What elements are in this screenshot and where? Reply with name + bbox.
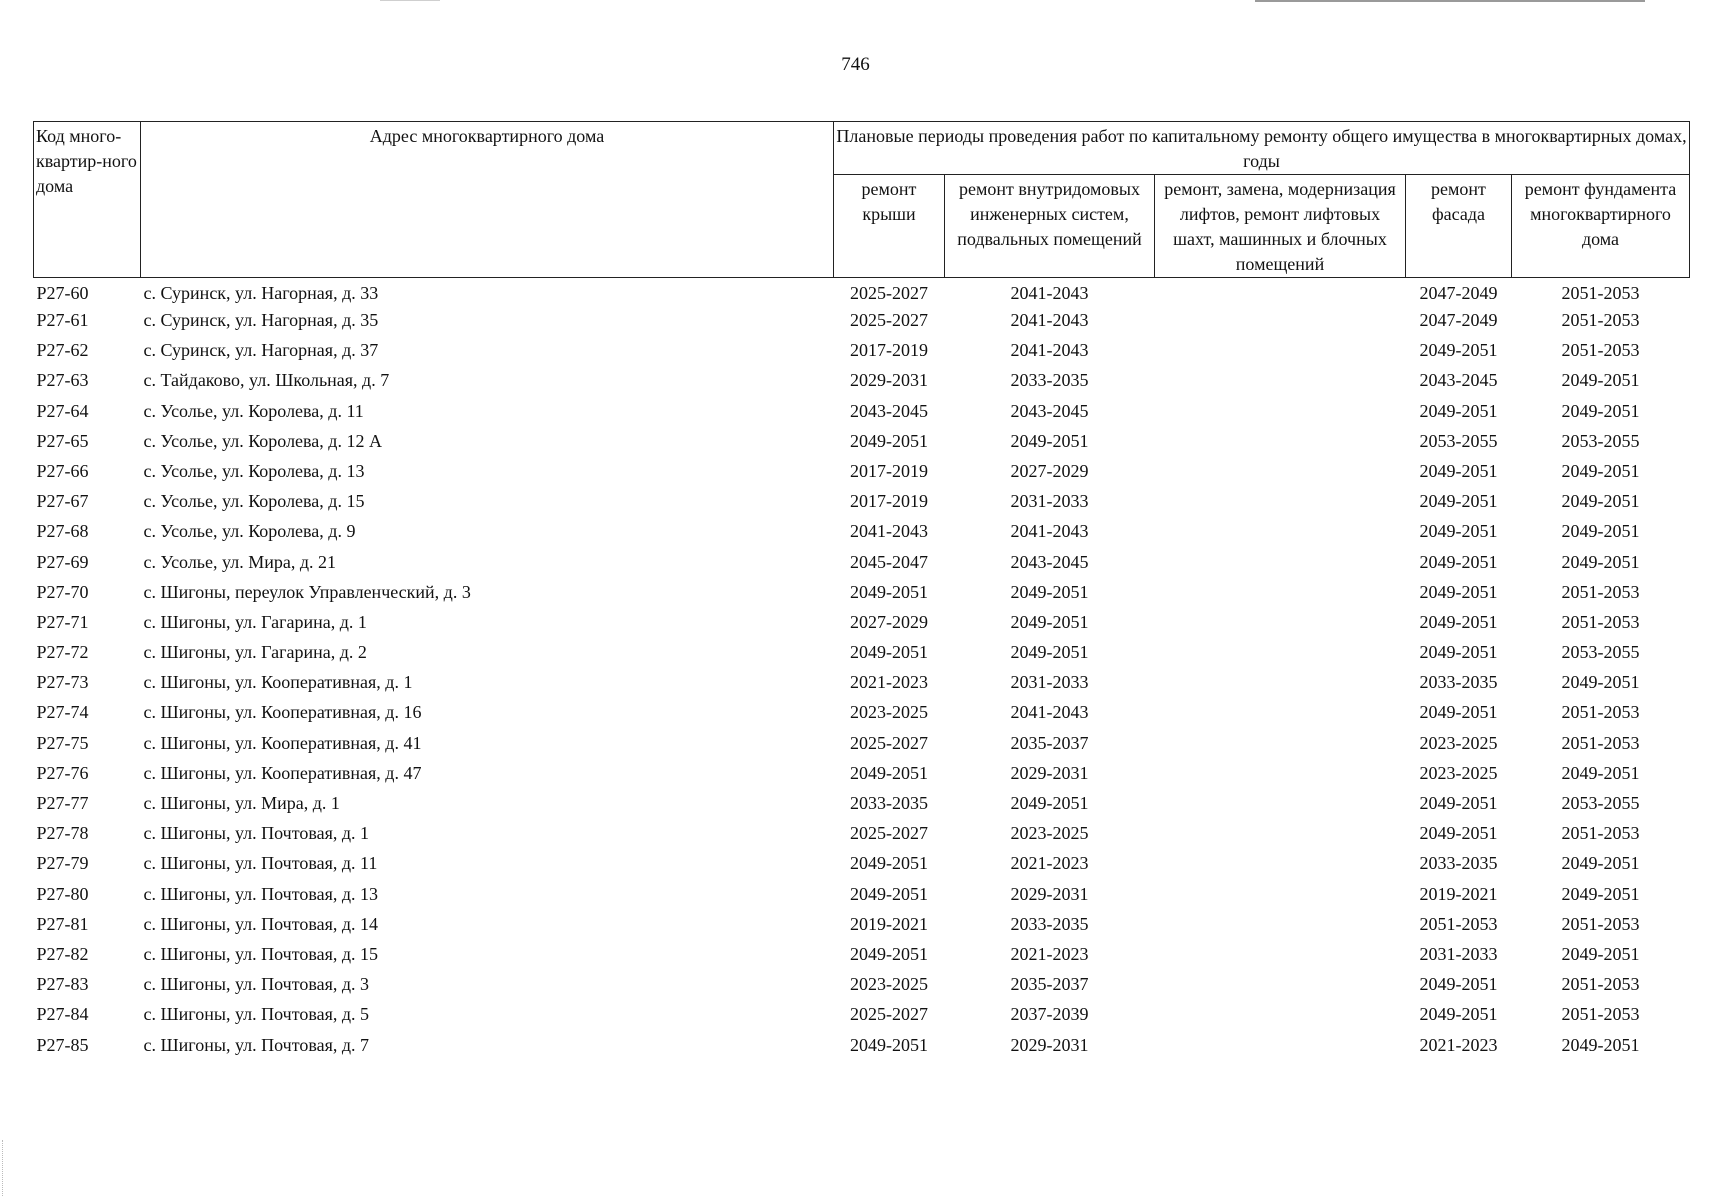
cell-code: Р27-84 xyxy=(36,1004,89,1025)
cell-roof: 2021-2023 xyxy=(850,672,928,693)
cell-address: с. Шигоны, ул. Почтовая, д. 14 xyxy=(143,913,379,934)
table-row xyxy=(34,791,1690,821)
cell-elevators xyxy=(1155,308,1406,338)
cell-roof: 2049-2051 xyxy=(850,853,928,874)
cell-foundation: 2051-2053 xyxy=(1561,283,1640,303)
cell-facade: 2043-2045 xyxy=(1419,370,1498,391)
cell-address: с. Шигоны, ул. Почтовая, д. 15 xyxy=(143,943,379,964)
cell-engineering: 2037-2039 xyxy=(1010,1004,1089,1025)
cell-foundation: 2049-2051 xyxy=(1561,400,1640,421)
repair-schedule-table xyxy=(33,121,1690,1063)
header-elevators: ремонт, замена, модернизация лифтов, ремонт лифтовых шахт, машинных и блочных помещений xyxy=(1155,175,1406,278)
cell-code: Р27-78 xyxy=(36,823,89,844)
table-row xyxy=(34,972,1690,1002)
cell-address: с. Тайдаково, ул. Школьная, д. 7 xyxy=(143,370,390,391)
cell-code: Р27-76 xyxy=(36,762,89,783)
cell-roof: 2025-2027 xyxy=(850,1004,928,1025)
cell-roof: 2033-2035 xyxy=(850,793,928,813)
header-facade: ремонт фасада xyxy=(1406,175,1512,278)
cell-address: с. Шигоны, ул. Кооперативная, д. 41 xyxy=(143,732,422,753)
cell-foundation: 2049-2051 xyxy=(1561,551,1640,572)
cell-code: Р27-60 xyxy=(36,283,89,303)
cell-roof: 2017-2019 xyxy=(850,340,928,361)
cell-facade: 2049-2051 xyxy=(1419,974,1498,995)
table-row xyxy=(34,489,1690,519)
cell-elevators xyxy=(1155,942,1406,972)
cell-address: с. Шигоны, ул. Кооперативная, д. 1 xyxy=(143,672,413,693)
cell-code: Р27-74 xyxy=(36,702,89,723)
cell-facade: 2049-2051 xyxy=(1419,551,1498,572)
cell-code: Р27-79 xyxy=(36,853,89,874)
cell-facade: 2049-2051 xyxy=(1419,642,1498,663)
cell-facade: 2023-2025 xyxy=(1419,732,1498,753)
cell-elevators xyxy=(1155,1033,1406,1063)
cell-engineering: 2033-2035 xyxy=(1010,370,1089,391)
cell-engineering: 2021-2023 xyxy=(1010,943,1089,964)
cell-foundation: 2049-2051 xyxy=(1561,491,1640,512)
header-roof: ремонт крыши xyxy=(834,175,945,278)
header-address: Адрес многоквартирного дома xyxy=(141,122,834,278)
cell-code: Р27-69 xyxy=(36,551,89,572)
cell-foundation: 2051-2053 xyxy=(1561,310,1640,330)
cell-address: с. Шигоны, ул. Почтовая, д. 3 xyxy=(143,974,370,995)
cell-address: с. Усолье, ул. Королева, д. 11 xyxy=(143,400,364,421)
cell-code: Р27-83 xyxy=(36,974,89,995)
cell-foundation: 2051-2053 xyxy=(1561,702,1640,723)
cell-elevators xyxy=(1155,731,1406,761)
cell-engineering: 2043-2045 xyxy=(1010,400,1089,421)
cell-code: Р27-67 xyxy=(36,491,89,512)
cell-roof: 2049-2051 xyxy=(850,943,928,964)
header-foundation: ремонт фундамента многоквартирного дома xyxy=(1512,175,1690,278)
cell-foundation: 2049-2051 xyxy=(1561,460,1640,481)
cell-elevators xyxy=(1155,459,1406,489)
cell-engineering: 2049-2051 xyxy=(1010,611,1089,632)
scan-artifact-line xyxy=(380,0,440,1)
cell-foundation: 2049-2051 xyxy=(1561,853,1640,874)
header-code: Код много-квартир-ного дома xyxy=(34,122,141,278)
header-periods-group: Плановые периоды проведения работ по капитальному ремонту общего имущества в многоквартирных домах, годы xyxy=(834,122,1690,175)
cell-facade: 2047-2049 xyxy=(1419,283,1498,303)
cell-code: Р27-68 xyxy=(36,521,89,542)
cell-code: Р27-61 xyxy=(36,310,89,330)
header-engineering: ремонт внутридомовых инженерных систем, подвальных помещений xyxy=(945,175,1155,278)
cell-code: Р27-71 xyxy=(36,611,89,632)
cell-elevators xyxy=(1155,429,1406,459)
table-row xyxy=(34,338,1690,368)
cell-roof: 2049-2051 xyxy=(850,642,928,663)
cell-engineering: 2049-2051 xyxy=(1010,642,1089,663)
cell-foundation: 2051-2053 xyxy=(1561,340,1640,361)
cell-engineering: 2049-2051 xyxy=(1010,581,1089,602)
cell-elevators xyxy=(1155,550,1406,580)
cell-elevators xyxy=(1155,1002,1406,1032)
table-row xyxy=(34,640,1690,670)
cell-foundation: 2049-2051 xyxy=(1561,762,1640,783)
cell-facade: 2031-2033 xyxy=(1419,943,1498,964)
cell-code: Р27-62 xyxy=(36,340,89,361)
cell-foundation: 2053-2055 xyxy=(1561,793,1640,813)
cell-facade: 2033-2035 xyxy=(1419,672,1498,693)
cell-engineering: 2035-2037 xyxy=(1010,732,1089,753)
cell-roof: 2045-2047 xyxy=(850,551,928,572)
cell-roof: 2049-2051 xyxy=(850,883,928,904)
cell-roof: 2023-2025 xyxy=(850,974,928,995)
cell-engineering: 2049-2051 xyxy=(1010,793,1089,813)
table-row xyxy=(34,731,1690,761)
cell-foundation: 2051-2053 xyxy=(1561,913,1640,934)
cell-engineering: 2023-2025 xyxy=(1010,823,1089,844)
table-row xyxy=(34,399,1690,429)
cell-roof: 2049-2051 xyxy=(850,762,928,783)
cell-address: с. Шигоны, ул. Почтовая, д. 13 xyxy=(143,883,379,904)
cell-elevators xyxy=(1155,912,1406,942)
table-row xyxy=(34,368,1690,398)
cell-engineering: 2027-2029 xyxy=(1010,460,1089,481)
cell-elevators xyxy=(1155,700,1406,730)
cell-address: с. Суринск, ул. Нагорная, д. 35 xyxy=(143,310,379,330)
scan-artifact-dots xyxy=(2,1140,5,1196)
cell-engineering: 2041-2043 xyxy=(1010,310,1089,330)
cell-facade: 2049-2051 xyxy=(1419,491,1498,512)
cell-elevators xyxy=(1155,821,1406,851)
cell-roof: 2041-2043 xyxy=(850,521,928,542)
cell-elevators xyxy=(1155,670,1406,700)
cell-foundation: 2051-2053 xyxy=(1561,611,1640,632)
cell-elevators xyxy=(1155,761,1406,791)
cell-foundation: 2053-2055 xyxy=(1561,430,1640,451)
table-row xyxy=(34,278,1690,309)
cell-address: с. Шигоны, ул. Кооперативная, д. 47 xyxy=(143,762,422,783)
cell-address: с. Усолье, ул. Королева, д. 15 xyxy=(143,491,365,512)
cell-foundation: 2053-2055 xyxy=(1561,642,1640,663)
cell-roof: 2017-2019 xyxy=(850,460,928,481)
cell-facade: 2049-2051 xyxy=(1419,1004,1498,1025)
table-row xyxy=(34,882,1690,912)
cell-foundation: 2051-2053 xyxy=(1561,974,1640,995)
cell-foundation: 2049-2051 xyxy=(1561,370,1640,391)
cell-code: Р27-73 xyxy=(36,672,89,693)
cell-address: с. Суринск, ул. Нагорная, д. 37 xyxy=(143,340,379,361)
cell-engineering: 2041-2043 xyxy=(1010,283,1089,303)
cell-engineering: 2031-2033 xyxy=(1010,491,1089,512)
cell-code: Р27-82 xyxy=(36,943,89,964)
cell-engineering: 2049-2051 xyxy=(1010,430,1089,451)
cell-elevators xyxy=(1155,368,1406,398)
cell-facade: 2051-2053 xyxy=(1419,913,1498,934)
cell-elevators xyxy=(1155,640,1406,670)
cell-facade: 2033-2035 xyxy=(1419,853,1498,874)
cell-address: с. Усолье, ул. Королева, д. 12 А xyxy=(143,430,382,451)
cell-address: с. Шигоны, ул. Кооперативная, д. 16 xyxy=(143,702,422,723)
cell-roof: 2025-2027 xyxy=(850,823,928,844)
cell-facade: 2049-2051 xyxy=(1419,611,1498,632)
cell-facade: 2047-2049 xyxy=(1419,310,1498,330)
cell-address: с. Шигоны, ул. Почтовая, д. 11 xyxy=(143,853,378,874)
cell-roof: 2049-2051 xyxy=(850,1034,928,1055)
cell-foundation: 2049-2051 xyxy=(1561,1034,1640,1055)
scan-artifact-line xyxy=(1255,0,1645,2)
cell-facade: 2049-2051 xyxy=(1419,702,1498,723)
cell-engineering: 2029-2031 xyxy=(1010,883,1089,904)
cell-code: Р27-64 xyxy=(36,400,89,421)
cell-engineering: 2029-2031 xyxy=(1010,1034,1089,1055)
cell-elevators xyxy=(1155,489,1406,519)
table-row xyxy=(34,550,1690,580)
table-row xyxy=(34,610,1690,640)
cell-address: с. Шигоны, ул. Почтовая, д. 1 xyxy=(143,823,370,844)
table-row xyxy=(34,459,1690,489)
cell-roof: 2049-2051 xyxy=(850,581,928,602)
cell-engineering: 2043-2045 xyxy=(1010,551,1089,572)
cell-foundation: 2051-2053 xyxy=(1561,823,1640,844)
table-row xyxy=(34,942,1690,972)
cell-roof: 2025-2027 xyxy=(850,283,928,303)
cell-facade: 2023-2025 xyxy=(1419,762,1498,783)
cell-elevators xyxy=(1155,610,1406,640)
cell-address: с. Шигоны, переулок Управленческий, д. 3 xyxy=(143,581,471,602)
cell-address: с. Шигоны, ул. Мира, д. 1 xyxy=(143,793,340,813)
cell-elevators xyxy=(1155,278,1406,309)
cell-elevators xyxy=(1155,338,1406,368)
cell-foundation: 2049-2051 xyxy=(1561,521,1640,542)
cell-code: Р27-72 xyxy=(36,642,89,663)
cell-roof: 2019-2021 xyxy=(850,913,928,934)
table-row xyxy=(34,761,1690,791)
cell-facade: 2019-2021 xyxy=(1419,883,1498,904)
cell-facade: 2049-2051 xyxy=(1419,521,1498,542)
cell-roof: 2025-2027 xyxy=(850,310,928,330)
cell-foundation: 2051-2053 xyxy=(1561,581,1640,602)
cell-facade: 2049-2051 xyxy=(1419,340,1498,361)
cell-elevators xyxy=(1155,972,1406,1002)
cell-elevators xyxy=(1155,519,1406,549)
cell-roof: 2027-2029 xyxy=(850,611,928,632)
cell-facade: 2049-2051 xyxy=(1419,793,1498,813)
cell-code: Р27-63 xyxy=(36,370,89,391)
table-row xyxy=(34,519,1690,549)
cell-foundation: 2049-2051 xyxy=(1561,883,1640,904)
cell-facade: 2053-2055 xyxy=(1419,430,1498,451)
cell-elevators xyxy=(1155,791,1406,821)
cell-address: с. Шигоны, ул. Гагарина, д. 1 xyxy=(143,611,367,632)
cell-roof: 2023-2025 xyxy=(850,702,928,723)
cell-address: с. Усолье, ул. Королева, д. 9 xyxy=(143,521,356,542)
table-row xyxy=(34,700,1690,730)
cell-roof: 2025-2027 xyxy=(850,732,928,753)
cell-facade: 2049-2051 xyxy=(1419,581,1498,602)
table-row xyxy=(34,1002,1690,1032)
table-row xyxy=(34,429,1690,459)
cell-engineering: 2033-2035 xyxy=(1010,913,1089,934)
cell-engineering: 2021-2023 xyxy=(1010,853,1089,874)
cell-address: с. Шигоны, ул. Почтовая, д. 5 xyxy=(143,1004,370,1025)
page-number: 746 xyxy=(841,54,870,75)
cell-engineering: 2041-2043 xyxy=(1010,702,1089,723)
cell-engineering: 2031-2033 xyxy=(1010,672,1089,693)
cell-engineering: 2041-2043 xyxy=(1010,521,1089,542)
cell-facade: 2049-2051 xyxy=(1419,400,1498,421)
cell-roof: 2029-2031 xyxy=(850,370,928,391)
cell-roof: 2043-2045 xyxy=(850,400,928,421)
cell-roof: 2017-2019 xyxy=(850,491,928,512)
cell-facade: 2021-2023 xyxy=(1419,1034,1498,1055)
table-row xyxy=(34,851,1690,881)
table-row xyxy=(34,580,1690,610)
cell-engineering: 2035-2037 xyxy=(1010,974,1089,995)
table-row xyxy=(34,821,1690,851)
cell-engineering: 2041-2043 xyxy=(1010,340,1089,361)
cell-elevators xyxy=(1155,399,1406,429)
cell-facade: 2049-2051 xyxy=(1419,823,1498,844)
table-row xyxy=(34,670,1690,700)
cell-foundation: 2049-2051 xyxy=(1561,672,1640,693)
table-row xyxy=(34,308,1690,338)
cell-code: Р27-65 xyxy=(36,430,89,451)
cell-address: с. Усолье, ул. Королева, д. 13 xyxy=(143,460,365,481)
cell-code: Р27-80 xyxy=(36,883,89,904)
cell-code: Р27-81 xyxy=(36,913,89,934)
cell-code: Р27-75 xyxy=(36,732,89,753)
cell-engineering: 2029-2031 xyxy=(1010,762,1089,783)
cell-code: Р27-70 xyxy=(36,581,89,602)
cell-code: Р27-85 xyxy=(36,1034,89,1055)
cell-elevators xyxy=(1155,882,1406,912)
cell-elevators xyxy=(1155,851,1406,881)
cell-code: Р27-77 xyxy=(36,793,89,813)
table-body xyxy=(34,278,1690,1063)
cell-foundation: 2051-2053 xyxy=(1561,1004,1640,1025)
cell-address: с. Усолье, ул. Мира, д. 21 xyxy=(143,551,336,572)
cell-address: с. Шигоны, ул. Почтовая, д. 7 xyxy=(143,1034,370,1055)
cell-foundation: 2049-2051 xyxy=(1561,943,1640,964)
cell-address: с. Суринск, ул. Нагорная, д. 33 xyxy=(143,283,379,303)
cell-code: Р27-66 xyxy=(36,460,89,481)
cell-roof: 2049-2051 xyxy=(850,430,928,451)
cell-address: с. Шигоны, ул. Гагарина, д. 2 xyxy=(143,642,367,663)
table-row xyxy=(34,912,1690,942)
cell-facade: 2049-2051 xyxy=(1419,460,1498,481)
cell-foundation: 2051-2053 xyxy=(1561,732,1640,753)
cell-elevators xyxy=(1155,580,1406,610)
table-row xyxy=(34,1033,1690,1063)
